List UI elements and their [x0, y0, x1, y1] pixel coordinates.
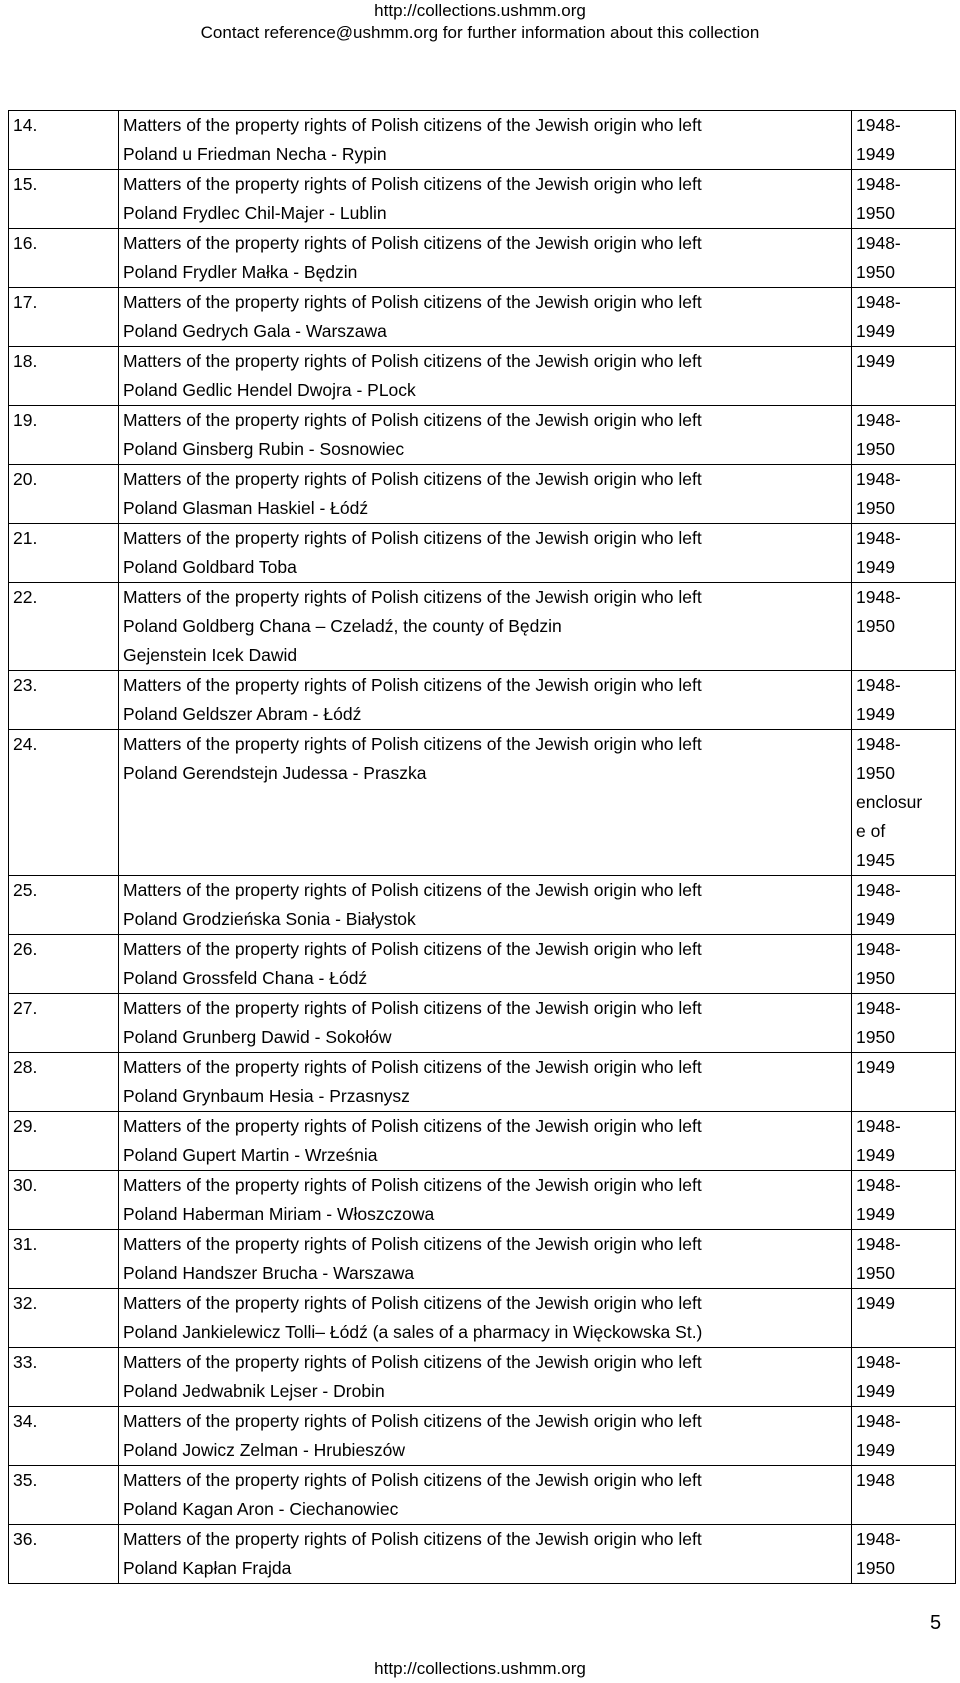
table-row [9, 1407, 956, 1466]
row-date [852, 1466, 956, 1525]
date-line: 1949 [856, 1293, 895, 1313]
description-line: Poland Gedrych Gala - Warszawa [123, 321, 387, 341]
description-line: Poland Geldszer Abram - Łódź [123, 704, 362, 724]
date-line: 1949 [856, 1145, 895, 1165]
date-line: 1948- [856, 292, 901, 312]
description-line: Poland Grodzieńska Sonia - Białystok [123, 909, 416, 929]
description-line: Matters of the property rights of Polish citizens of the Jewish origin who left [123, 292, 702, 312]
description-line: Poland Goldbard Toba [123, 557, 297, 577]
row-date [852, 170, 956, 229]
row-date [852, 406, 956, 465]
description-line: Matters of the property rights of Polish citizens of the Jewish origin who left [123, 939, 702, 959]
row-date [852, 1525, 956, 1584]
row-description [119, 406, 852, 465]
description-line: Poland Goldberg Chana – Czeladź, the county of Będzin [123, 616, 562, 636]
description-line: Poland Gedlic Hendel Dwojra - PLock [123, 380, 416, 400]
page-footer [0, 1658, 960, 1680]
row-number: 30. [9, 1171, 119, 1230]
description-line: Matters of the property rights of Polish citizens of the Jewish origin who left [123, 675, 702, 695]
date-line: 1948- [856, 998, 901, 1018]
row-description [119, 1112, 852, 1171]
header-contact: Contact reference@ushmm.org for further information about this collection [200, 23, 760, 42]
row-date [852, 583, 956, 671]
description-line: Poland Handszer Brucha - Warszawa [123, 1263, 415, 1283]
row-number: 29. [9, 1112, 119, 1171]
row-date [852, 671, 956, 730]
date-line: 1950 [856, 1027, 895, 1047]
description-line: Poland Haberman Miriam - Włoszczowa [123, 1204, 435, 1224]
description-line: Poland Jedwabnik Lejser - Drobin [123, 1381, 385, 1401]
row-number: 24. [9, 730, 119, 876]
row-number: 36. [9, 1525, 119, 1584]
date-line: 1949 [856, 1204, 895, 1224]
description-line: Matters of the property rights of Polish citizens of the Jewish origin who left [123, 998, 702, 1018]
description-line: Matters of the property rights of Polish citizens of the Jewish origin who left [123, 233, 702, 253]
table-row [9, 1112, 956, 1171]
date-line: 1949 [856, 351, 895, 371]
date-line: 1948- [856, 115, 901, 135]
row-description [119, 1466, 852, 1525]
row-number: 31. [9, 1230, 119, 1289]
row-date [852, 1407, 956, 1466]
header-url[interactable]: http://collections.ushmm.org [374, 1, 586, 20]
date-line: 1949 [856, 704, 895, 724]
description-line: Poland Kagan Aron - Ciechanowiec [123, 1499, 399, 1519]
date-line: 1949 [856, 144, 895, 164]
description-line: Matters of the property rights of Polish citizens of the Jewish origin who left [123, 1116, 702, 1136]
date-line: 1948- [856, 939, 901, 959]
date-line: 1949 [856, 909, 895, 929]
row-date [852, 347, 956, 406]
row-description [119, 288, 852, 347]
row-number: 19. [9, 406, 119, 465]
table-row [9, 524, 956, 583]
table-row [9, 1053, 956, 1112]
date-line: 1948- [856, 587, 901, 607]
row-description [119, 935, 852, 994]
table-row [9, 994, 956, 1053]
records-table [8, 110, 956, 1584]
table-row [9, 465, 956, 524]
date-line: 1949 [856, 1057, 895, 1077]
table-row [9, 1466, 956, 1525]
row-date [852, 1289, 956, 1348]
description-line: Poland Grynbaum Hesia - Przasnysz [123, 1086, 410, 1106]
description-line: Matters of the property rights of Polish citizens of the Jewish origin who left [123, 1293, 702, 1313]
table-row [9, 935, 956, 994]
description-line: Poland u Friedman Necha - Rypin [123, 144, 387, 164]
row-date [852, 288, 956, 347]
row-date [852, 111, 956, 170]
row-date [852, 876, 956, 935]
row-description [119, 524, 852, 583]
page-header [0, 0, 960, 44]
date-line: 1950 [856, 968, 895, 988]
row-number: 16. [9, 229, 119, 288]
description-line: Poland Glasman Haskiel - Łódź [123, 498, 369, 518]
description-line: Poland Frydlec Chil-Majer - Lublin [123, 203, 387, 223]
table-row [9, 229, 956, 288]
date-line: 1950 [856, 1558, 895, 1578]
row-number: 20. [9, 465, 119, 524]
table-row [9, 1348, 956, 1407]
description-line: Poland Ginsberg Rubin - Sosnowiec [123, 439, 405, 459]
row-description [119, 347, 852, 406]
date-line: 1949 [856, 1440, 895, 1460]
row-number: 25. [9, 876, 119, 935]
row-date [852, 1230, 956, 1289]
row-description [119, 1525, 852, 1584]
description-line: Matters of the property rights of Polish citizens of the Jewish origin who left [123, 469, 702, 489]
row-number: 32. [9, 1289, 119, 1348]
date-line: 1948- [856, 469, 901, 489]
table-row [9, 1525, 956, 1584]
description-line: Matters of the property rights of Polish citizens of the Jewish origin who left [123, 1411, 702, 1431]
description-line: Poland Kapłan Frajda [123, 1558, 292, 1578]
date-line: 1950 [856, 498, 895, 518]
date-line: 1948- [856, 1529, 901, 1549]
row-description [119, 1289, 852, 1348]
date-line: 1950 [856, 262, 895, 282]
row-number: 15. [9, 170, 119, 229]
page-number: 5 [930, 1612, 942, 1634]
row-description [119, 994, 852, 1053]
row-date [852, 465, 956, 524]
date-line: 1948- [856, 1234, 901, 1254]
row-date [852, 1348, 956, 1407]
table-row [9, 347, 956, 406]
description-line: Matters of the property rights of Polish citizens of the Jewish origin who left [123, 351, 702, 371]
row-description [119, 229, 852, 288]
date-line: 1948- [856, 1352, 901, 1372]
description-line: Poland Gupert Martin - Września [123, 1145, 378, 1165]
footer-url[interactable]: http://collections.ushmm.org [374, 1659, 586, 1678]
table-row [9, 876, 956, 935]
row-date [852, 730, 956, 876]
date-line: 1948- [856, 1116, 901, 1136]
description-line: Matters of the property rights of Polish citizens of the Jewish origin who left [123, 587, 702, 607]
date-line: 1945 [856, 850, 895, 870]
row-date [852, 935, 956, 994]
row-number: 35. [9, 1466, 119, 1525]
row-description [119, 583, 852, 671]
date-line: 1948- [856, 410, 901, 430]
date-line: 1950 [856, 616, 895, 636]
date-line: 1950 [856, 1263, 895, 1283]
row-description [119, 876, 852, 935]
table-row [9, 1230, 956, 1289]
date-line: 1948- [856, 528, 901, 548]
description-line: Poland Jankielewicz Tolli– Łódź (a sales of a pharmacy in Więckowska St.) [123, 1322, 703, 1342]
row-date [852, 1053, 956, 1112]
description-line: Poland Jowicz Zelman - Hrubieszów [123, 1440, 406, 1460]
row-description [119, 671, 852, 730]
date-line: e of [856, 821, 886, 841]
row-number: 14. [9, 111, 119, 170]
row-description [119, 1348, 852, 1407]
date-line: 1948- [856, 174, 901, 194]
date-line: enclosur [856, 792, 923, 812]
row-description [119, 1171, 852, 1230]
table-row [9, 1171, 956, 1230]
description-line: Matters of the property rights of Polish citizens of the Jewish origin who left [123, 1057, 702, 1077]
table-row [9, 288, 956, 347]
table-row [9, 583, 956, 671]
row-number: 27. [9, 994, 119, 1053]
description-line: Matters of the property rights of Polish citizens of the Jewish origin who left [123, 410, 702, 430]
row-number: 34. [9, 1407, 119, 1466]
description-line: Matters of the property rights of Polish citizens of the Jewish origin who left [123, 528, 702, 548]
row-description [119, 730, 852, 876]
row-number: 21. [9, 524, 119, 583]
date-line: 1948- [856, 233, 901, 253]
row-number: 22. [9, 583, 119, 671]
date-line: 1949 [856, 557, 895, 577]
row-description [119, 170, 852, 229]
row-date [852, 1112, 956, 1171]
date-line: 1948 [856, 1470, 895, 1490]
date-line: 1950 [856, 439, 895, 459]
row-date [852, 229, 956, 288]
description-line: Poland Frydler Małka - Będzin [123, 262, 358, 282]
table-row [9, 730, 956, 876]
description-line: Poland Grossfeld Chana - Łódź [123, 968, 368, 988]
date-line: 1949 [856, 321, 895, 341]
description-line: Gejenstein Icek Dawid [123, 645, 298, 665]
date-line: 1948- [856, 734, 901, 754]
description-line: Poland Grunberg Dawid - Sokołów [123, 1027, 392, 1047]
table-row [9, 111, 956, 170]
description-line: Matters of the property rights of Polish citizens of the Jewish origin who left [123, 1470, 702, 1490]
row-number: 33. [9, 1348, 119, 1407]
description-line: Matters of the property rights of Polish citizens of the Jewish origin who left [123, 1175, 702, 1195]
row-number: 26. [9, 935, 119, 994]
description-line: Matters of the property rights of Polish citizens of the Jewish origin who left [123, 1352, 702, 1372]
row-date [852, 994, 956, 1053]
description-line: Matters of the property rights of Polish citizens of the Jewish origin who left [123, 174, 702, 194]
row-number: 23. [9, 671, 119, 730]
records-table-body [9, 111, 956, 1584]
row-number: 28. [9, 1053, 119, 1112]
table-row [9, 1289, 956, 1348]
row-date [852, 1171, 956, 1230]
description-line: Matters of the property rights of Polish citizens of the Jewish origin who left [123, 1529, 702, 1549]
description-line: Matters of the property rights of Polish citizens of the Jewish origin who left [123, 880, 702, 900]
row-description [119, 465, 852, 524]
description-line: Matters of the property rights of Polish citizens of the Jewish origin who left [123, 115, 702, 135]
table-row [9, 170, 956, 229]
description-line: Matters of the property rights of Polish citizens of the Jewish origin who left [123, 1234, 702, 1254]
date-line: 1948- [856, 1411, 901, 1431]
table-row [9, 406, 956, 465]
date-line: 1949 [856, 1381, 895, 1401]
date-line: 1948- [856, 1175, 901, 1195]
date-line: 1950 [856, 763, 895, 783]
description-line: Matters of the property rights of Polish citizens of the Jewish origin who left [123, 734, 702, 754]
row-description [119, 111, 852, 170]
row-description [119, 1407, 852, 1466]
description-line: Poland Gerendstejn Judessa - Praszka [123, 763, 427, 783]
row-number: 17. [9, 288, 119, 347]
row-description [119, 1230, 852, 1289]
date-line: 1948- [856, 880, 901, 900]
row-date [852, 524, 956, 583]
table-row [9, 671, 956, 730]
date-line: 1950 [856, 203, 895, 223]
date-line: 1948- [856, 675, 901, 695]
row-number: 18. [9, 347, 119, 406]
row-description [119, 1053, 852, 1112]
